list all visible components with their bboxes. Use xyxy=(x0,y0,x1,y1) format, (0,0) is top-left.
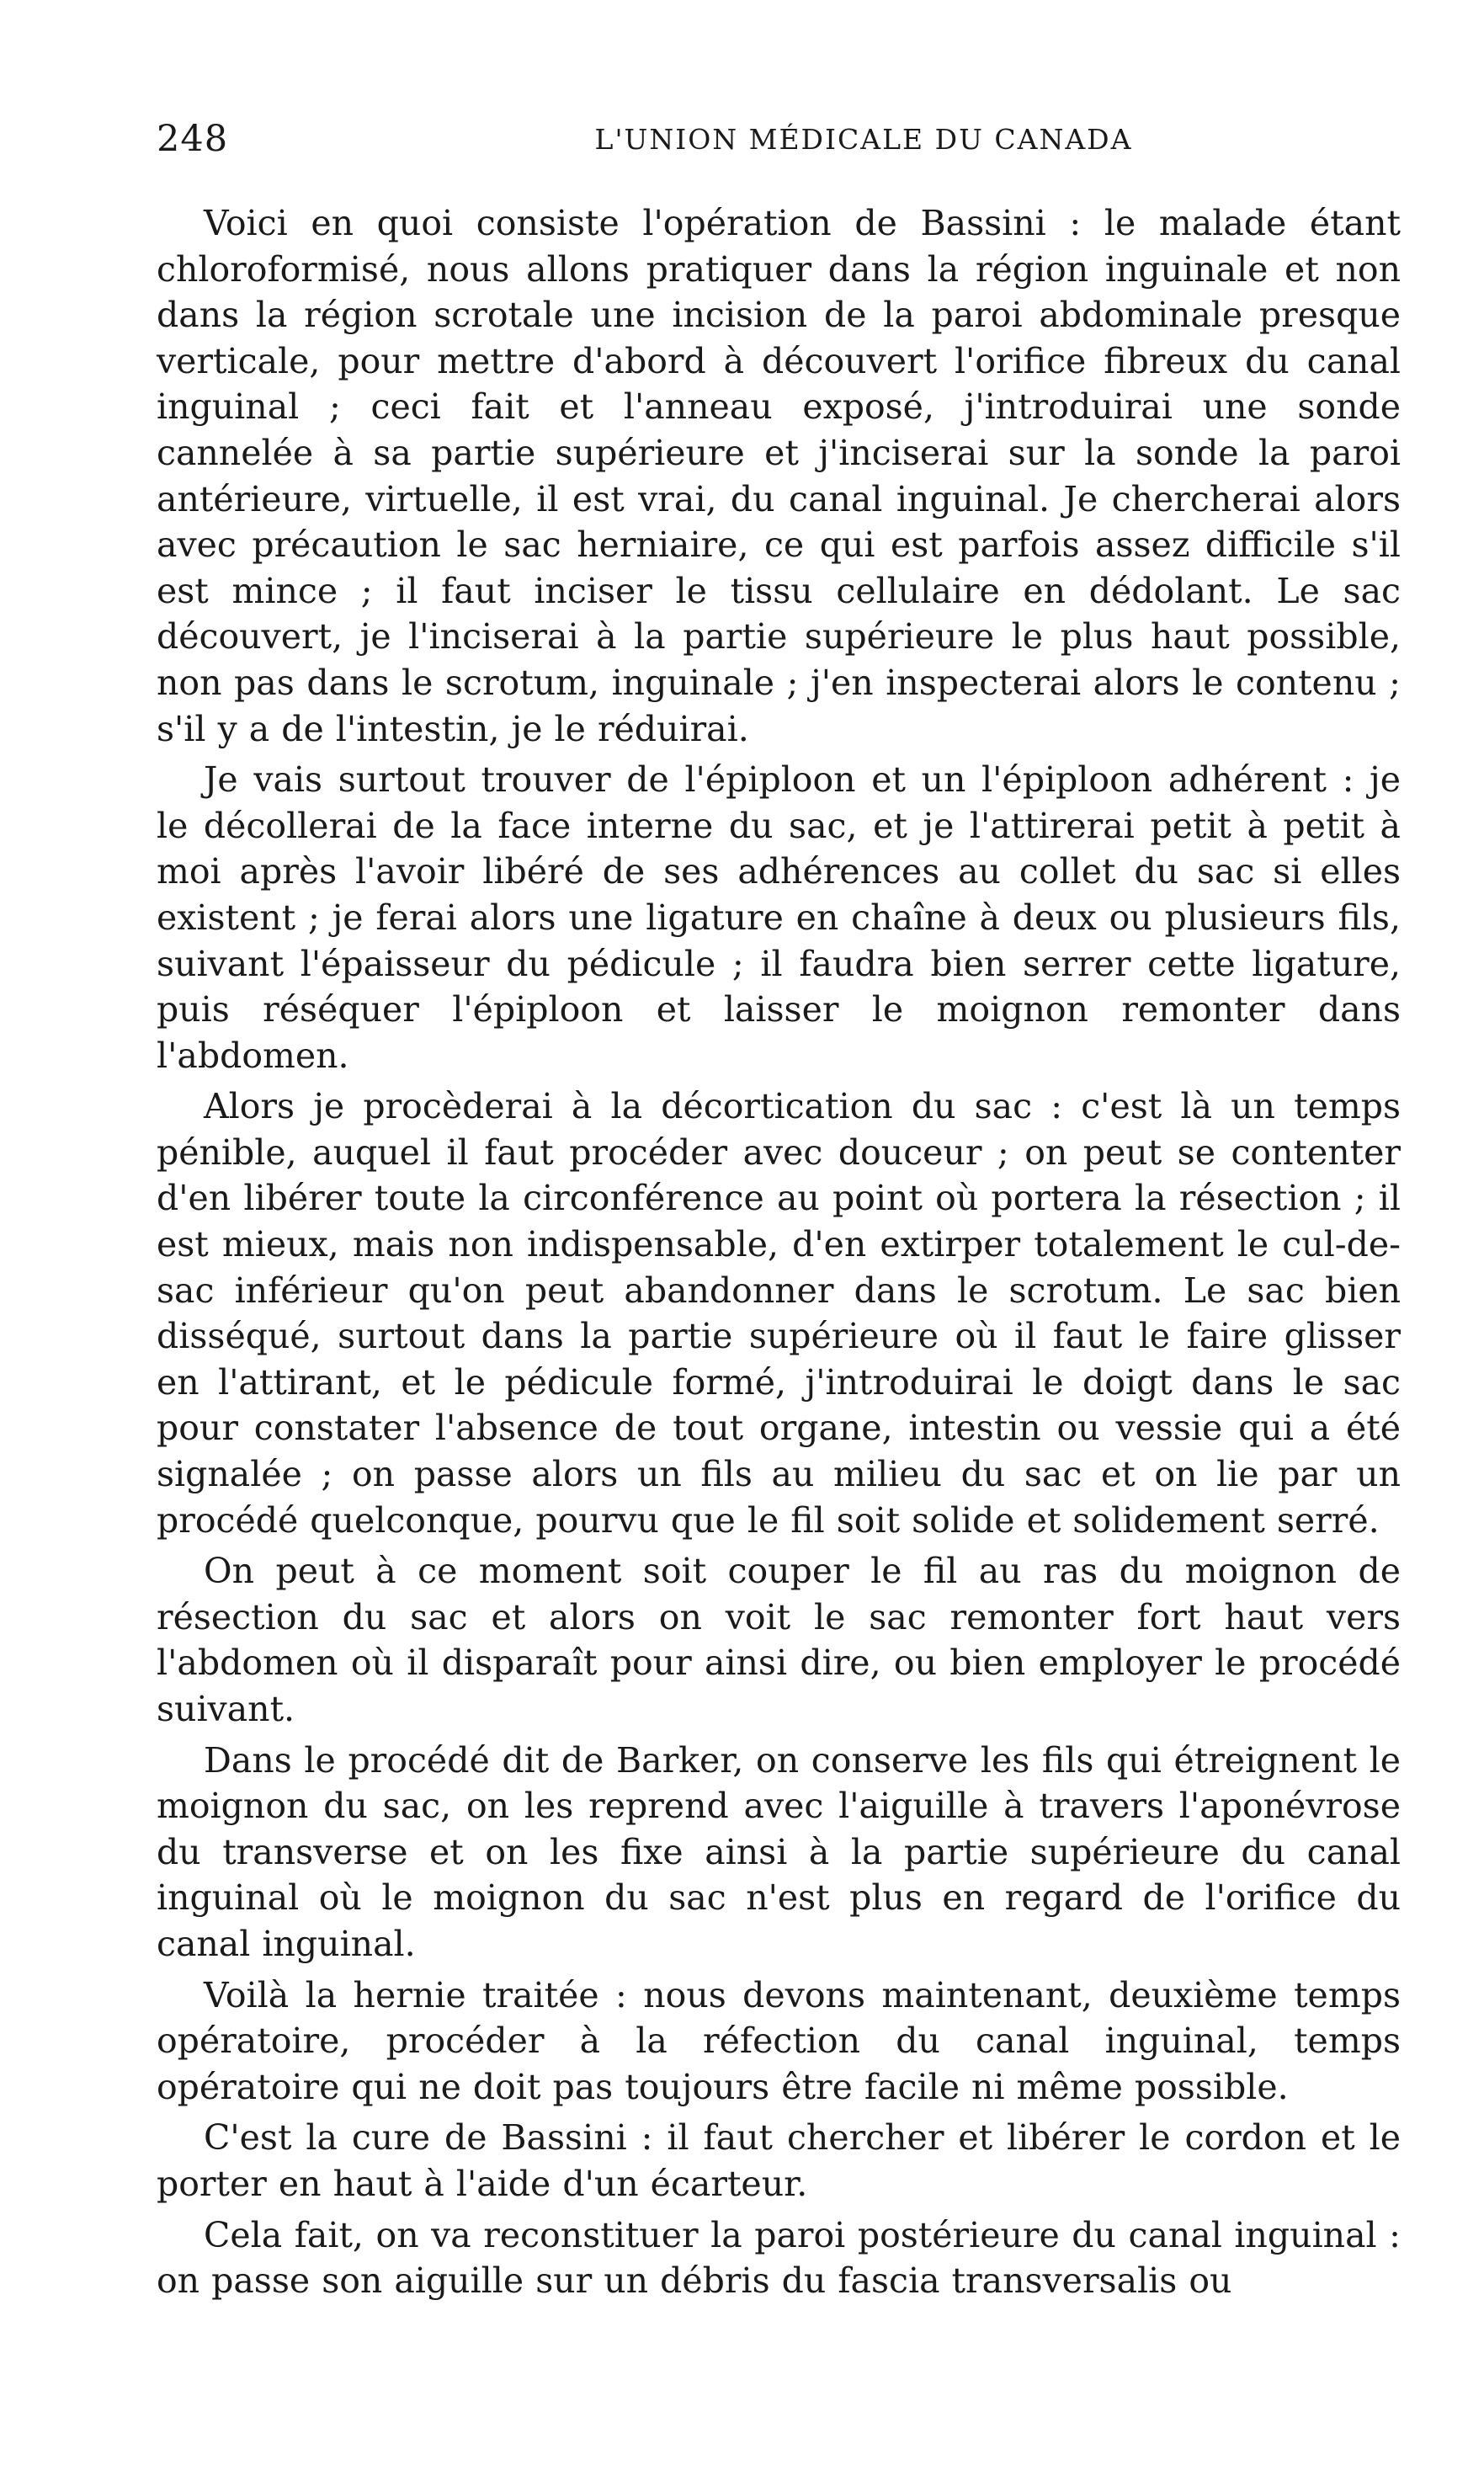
paragraph: Cela fait, on va reconstituer la paroi postérieure du canal inguinal : on passe son aiguille sur un débris du fascia transversalis ou xyxy=(157,2214,1401,2302)
paragraph: C'est la cure de Bassini : il faut chercher et libérer le cordon et le porter en haut à l'aide d'un écarteur. xyxy=(157,2117,1401,2204)
paragraph: Voilà la hernie traitée : nous devons maintenant, deuxième temps opératoire, procéder à la réfection du canal inguinal, temps opératoire qui ne doit pas toujours être facile ni même possible. xyxy=(157,1974,1401,2107)
paragraph: On peut à ce moment soit couper le fil au ras du moignon de résection du sac et alors on voit le sac remonter fort haut vers l'abdomen où il disparaît pour ainsi dire, ou bien employer le procédé suivant. xyxy=(157,1551,1401,1729)
paragraph: Dans le procédé dit de Barker, on conserve les fils qui étreignent le moignon du sac, on les reprend avec l'aiguille à travers l'aponévrose du transverse et on les fixe ainsi à la partie supérieure du canal inguinal où le moignon du sac n'est plus en regard de l'orifice du canal inguinal. xyxy=(157,1739,1401,1964)
running-head: L'UNION MÉDICALE DU CANADA xyxy=(594,123,1133,156)
paragraph: Voici en quoi consiste l'opération de Bassini : le malade étant chloroformisé, nous allons pratiquer dans la région inguinale et non dans la région scrotale une incision de la paroi abdominale presque verticale, pour mettre d'abord à découvert l'orifice fibreux du canal inguinal ; ceci fait et l'anneau exposé, j'introduirai une sonde cannelée à sa partie supérieure et j'inciserai sur la sonde la paroi antérieure, virtuelle, il est vrai, du canal inguinal. Je chercherai alors avec précaution le sac herniaire, ce qui est parfois assez difficile s'il est mince ; il faut inciser le tissu cellulaire en dédolant. Le sac découvert, je l'inciserai à la partie supérieure le plus haut possible, non pas dans le scrotum, inguinale ; j'en inspecterai alors le contenu ; s'il y a de l'intestin, je le réduirai. xyxy=(157,203,1401,749)
page-number: 248 xyxy=(157,118,229,160)
page-header xyxy=(157,118,1402,168)
body-text xyxy=(157,200,1401,2309)
paragraph: Je vais surtout trouver de l'épiploon et un l'épiploon adhérent : je le décollerai de la face interne du sac, et je l'attirerai petit à petit à moi après l'avoir libéré de ses adhérences au collet du sac si elles existent ; je ferai alors une ligature en chaîne à deux ou plusieurs fils, suivant l'épaisseur du pédicule ; il faudra bien serrer cette ligature, puis réséquer l'épiploon et laisser le moignon remonter dans l'abdomen. xyxy=(157,759,1401,1076)
paragraph: Alors je procèderai à la décortication du sac : c'est là un temps pénible, auquel il faut procéder avec douceur ; on peut se contenter d'en libérer toute la circonférence au point où portera la résection ; il est mieux, mais non indispensable, d'en extirper totalement le cul-de-sac inférieur qu'on peut abandonner dans le scrotum. Le sac bien disséqué, surtout dans la partie supérieure où il faut le faire glisser en l'attirant, et le pédicule formé, j'introduirai le doigt dans le sac pour constater l'absence de tout organe, intestin ou vessie qui a été signalée ; on passe alors un fils au milieu du sac et on lie par un procédé quelconque, pourvu que le fil soit solide et solidement serré. xyxy=(157,1086,1401,1541)
